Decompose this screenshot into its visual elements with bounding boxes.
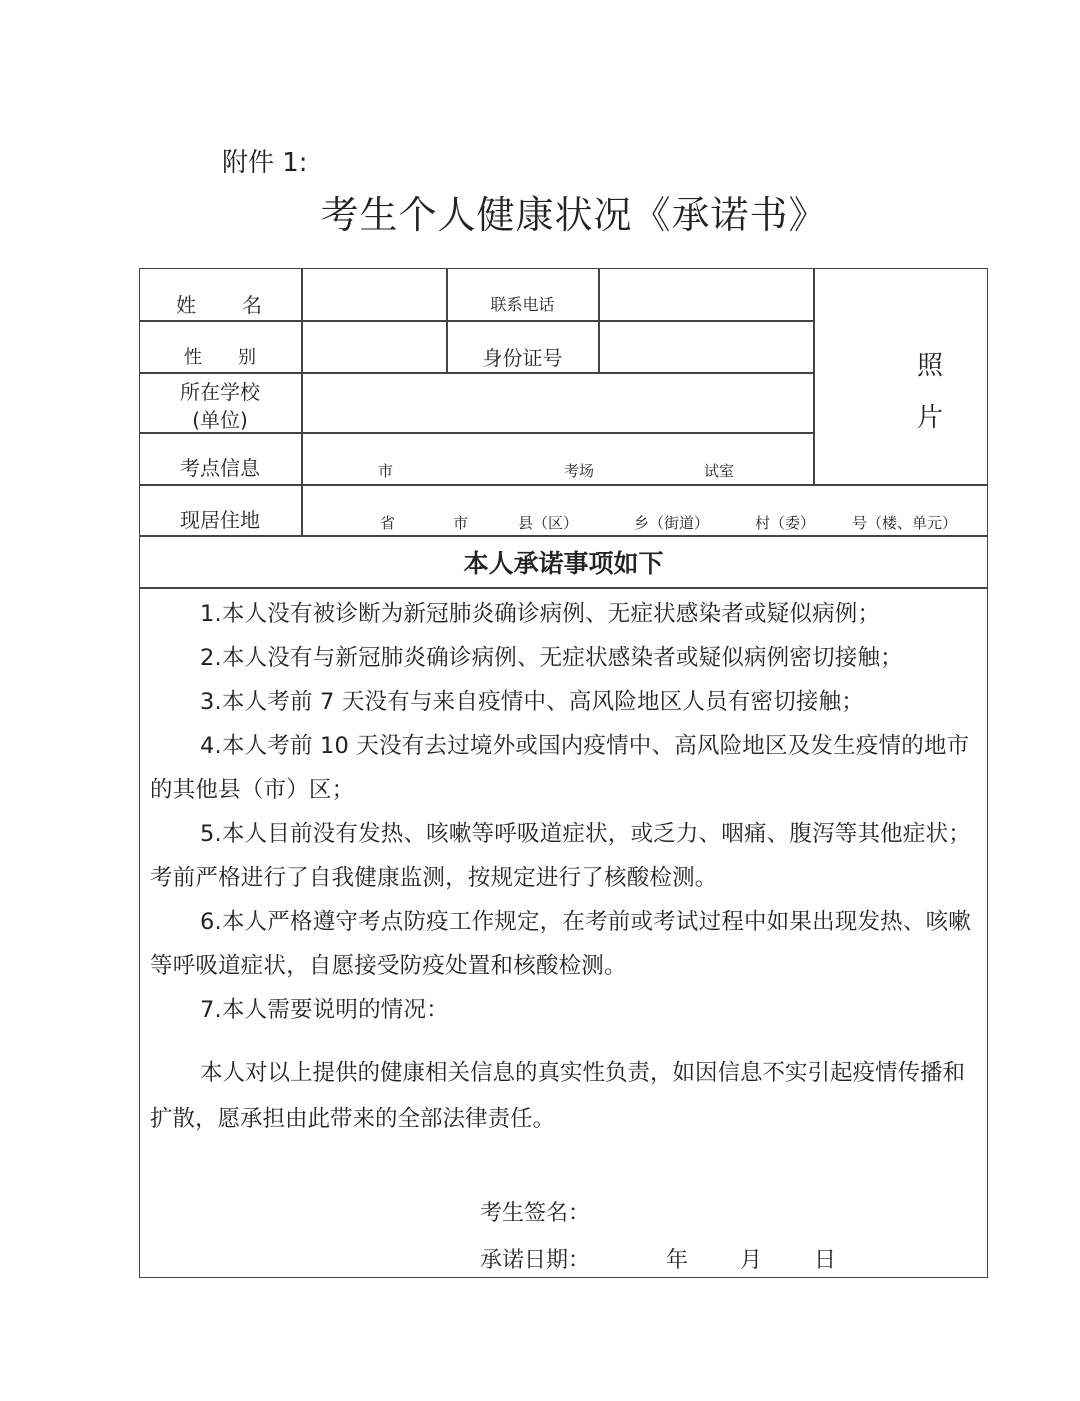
name-label: 姓 名 bbox=[176, 292, 264, 317]
page-title: 考生个人健康状况《承诺书》 bbox=[320, 193, 828, 237]
date-month: 月 bbox=[740, 1248, 763, 1273]
col-divider bbox=[813, 268, 815, 484]
addr-town: 乡（街道） bbox=[634, 514, 710, 532]
date-label: 承诺日期： bbox=[480, 1248, 591, 1273]
pledge-item: 1.本人没有被诊断为新冠肺炎确诊病例、无症状感染者或疑似病例； bbox=[200, 601, 881, 627]
pledge-item: 6.本人严格遵守考点防疫工作规定，在考前或考试过程中如果出现发热、咳嗽等呼吸道症状，自愿接受防疫处置和核酸检测。 bbox=[150, 909, 971, 979]
exam-city-label: 市 bbox=[378, 462, 394, 480]
date-day: 日 bbox=[814, 1248, 837, 1273]
addr-province: 省 bbox=[380, 514, 396, 532]
pledge-heading: 本人承诺事项如下 bbox=[463, 549, 664, 578]
attachment-label: 附件 1: bbox=[222, 148, 308, 178]
photo-label-1: 照 bbox=[916, 351, 943, 381]
school-label-unit: (单位) bbox=[192, 407, 248, 432]
addr-county: 县（区） bbox=[518, 514, 579, 532]
col-divider bbox=[301, 268, 303, 535]
id-number-label: 身份证号 bbox=[482, 345, 563, 370]
row-divider bbox=[139, 484, 988, 486]
addr-village: 村（委） bbox=[755, 514, 816, 532]
declaration-text: 本人对以上提供的健康相关信息的真实性负责，如因信息不实引起疫情传播和扩散，愿承担由此带来的全部法律责任。 bbox=[150, 1060, 966, 1132]
pledge-item: 5.本人目前没有发热、咳嗽等呼吸道症状，或乏力、咽痛、腹泻等其他症状；考前严格进行了自我健康监测，按规定进行了核酸检测。 bbox=[150, 821, 971, 891]
photo-label-2: 片 bbox=[916, 403, 943, 433]
date-year: 年 bbox=[666, 1248, 689, 1273]
residence-label: 现居住地 bbox=[180, 507, 260, 532]
pledge-item: 7.本人需要说明的情况： bbox=[200, 997, 449, 1023]
col-divider bbox=[598, 268, 600, 372]
pledge-items bbox=[150, 592, 980, 1032]
phone-label: 联系电话 bbox=[490, 294, 555, 314]
gender-label: 性 别 bbox=[184, 347, 256, 368]
school-label: 所在学校 bbox=[180, 379, 260, 404]
addr-number: 号（楼、单元） bbox=[852, 514, 958, 532]
exam-room-label: 试室 bbox=[704, 462, 735, 480]
exam-site-label: 考场 bbox=[564, 462, 595, 480]
addr-city: 市 bbox=[453, 514, 469, 532]
date-row bbox=[480, 1243, 836, 1274]
photo-box bbox=[915, 340, 945, 444]
pledge-item: 4.本人考前 10 天没有去过境外或国内疫情中、高风险地区及发生疫情的地市的其他县（市）区； bbox=[150, 733, 970, 803]
row-divider bbox=[139, 587, 988, 589]
signature-label: 考生签名： bbox=[480, 1201, 591, 1226]
pledge-item: 2.本人没有与新冠肺炎确诊病例、无症状感染者或疑似病例密切接触； bbox=[200, 645, 903, 671]
exam-info-label: 考点信息 bbox=[180, 455, 260, 480]
pledge-item: 3.本人考前 7 天没有与来自疫情中、高风险地区人员有密切接触； bbox=[200, 689, 864, 715]
